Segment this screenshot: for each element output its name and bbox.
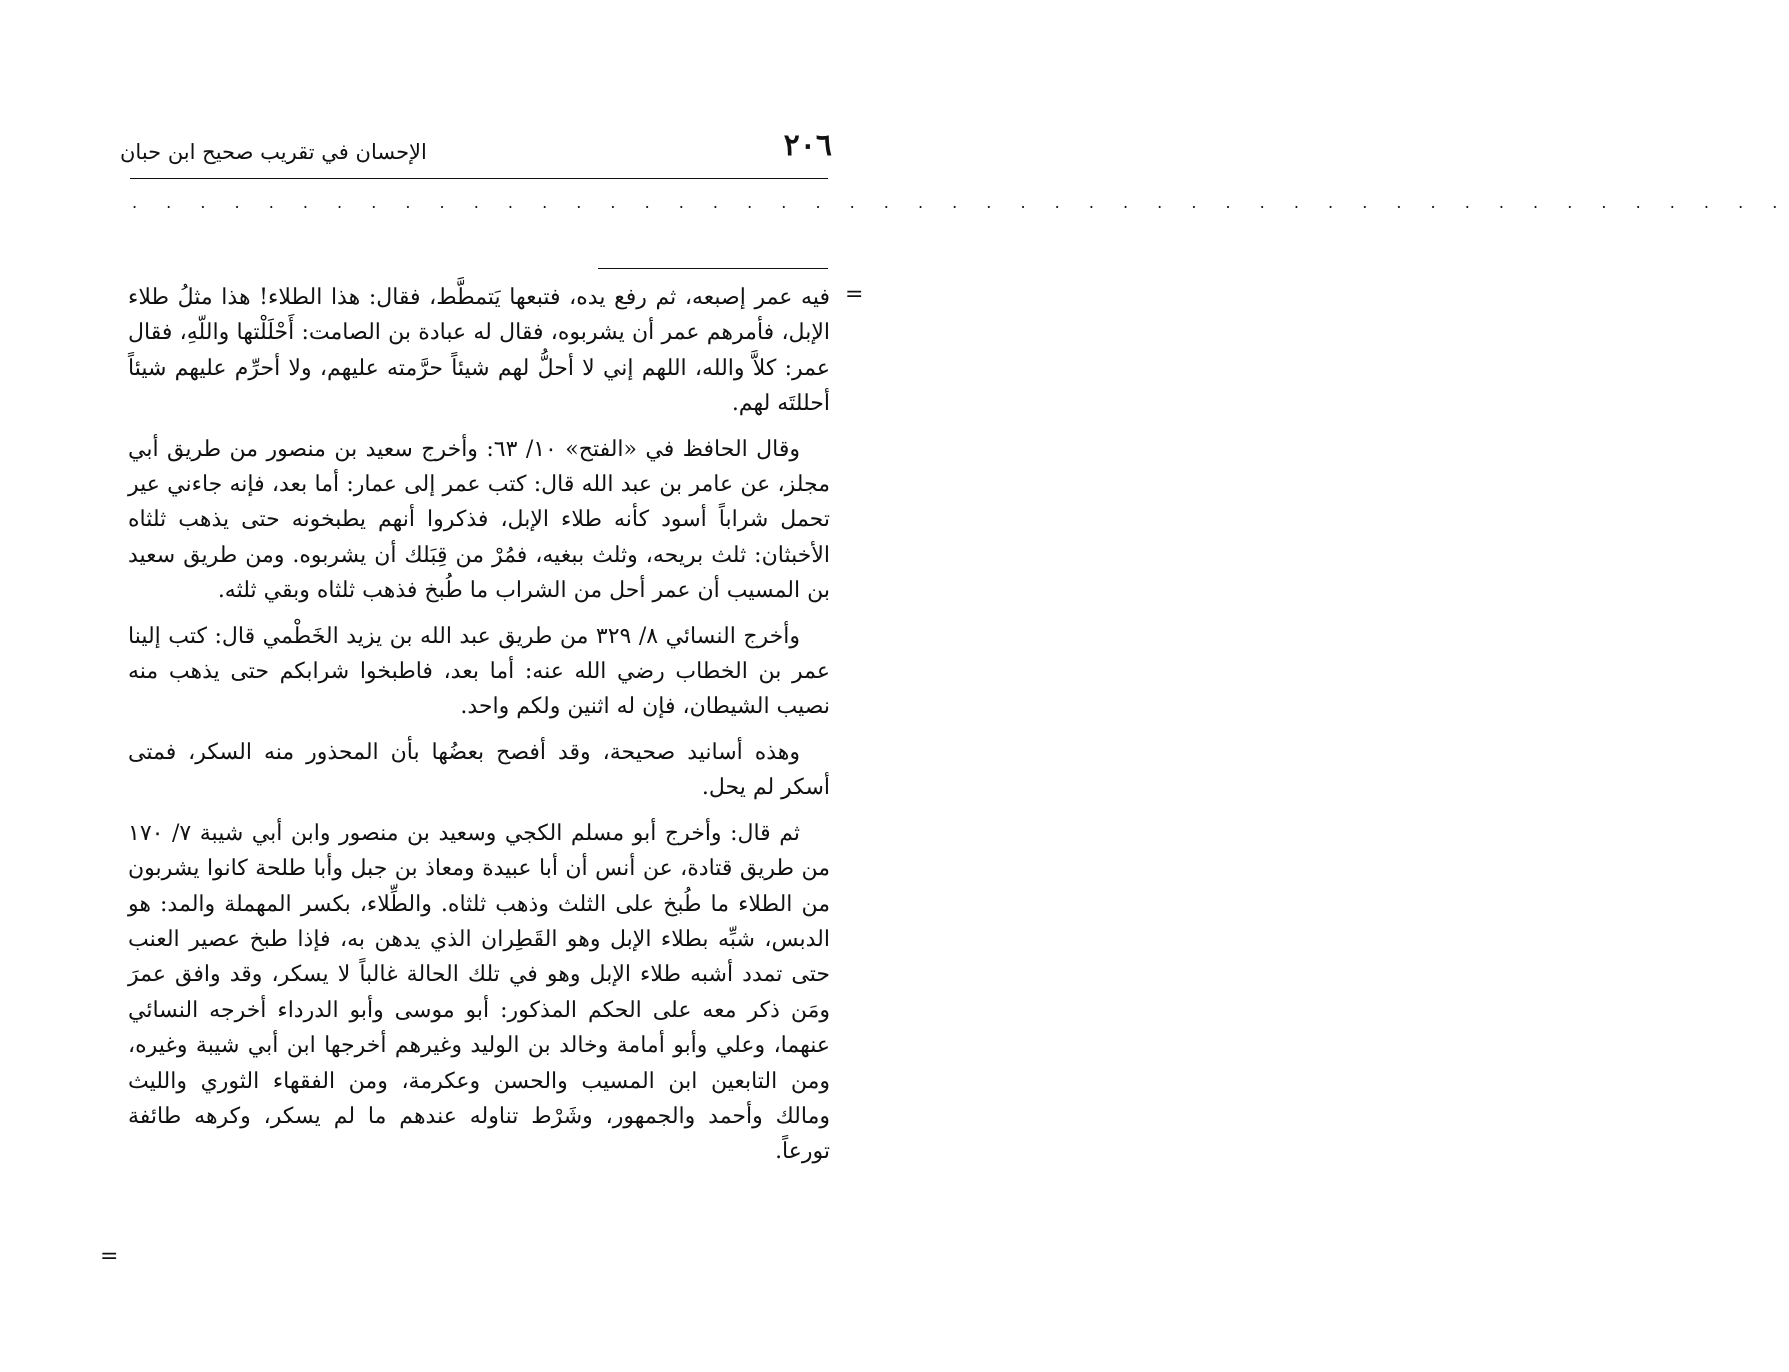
- paragraph-3: وأخرج النسائي ٨/ ٣٢٩ من طريق عبد الله بن يزيد الخَطْمي قال: كتب إلينا عمر بن الخطاب رضي الله عنه: أما بعد، فاطبخوا شرابكم حتى يذهب منه نصيب الشيطان، فإن له اثنين ولكم واحد.: [128, 623, 830, 720]
- paragraph-1: فيه عمر إصبعه، ثم رفع يده، فتبعها يَتمطَّط، فقال: هذا الطلاء! هذا مثلُ طلاء الإبل، فأمرهم عمر أن يشربوه، فقال له عبادة بن الصامت: أَحْلَلْتها واللّهِ، فقال عمر: كلاَّ والله، اللهم إني لا أحلُّ لهم شيئاً حرَّمته عليهم، ولا أحرِّم عليهم شيئاً أحللتَه لهم.: [128, 285, 831, 417]
- header-divider: [130, 178, 828, 179]
- footnote-text: [128, 280, 830, 1180]
- dotted-separator: . . . . . . . . . . . . . . . . . . . . . . . . . . . . . . . . . . . . . . . . . . . . . . . . .: [132, 193, 1789, 212]
- paragraph-4: وهذه أسانيد صحيحة، وقد أفصح بعضُها بأن المحذور منه السكر، فمتى أسكر لم يحل.: [128, 739, 830, 801]
- continuation-mark-top: =: [845, 282, 864, 307]
- paragraph-5: ثم قال: وأخرج أبو مسلم الكجي وسعيد بن منصور وابن أبي شيبة ٧/ ١٧٠ من طريق قتادة، عن أنس أن أبا عبيدة ومعاذ بن جبل وأبا طلحة كانوا يشربون من الطلاء ما طُبخ على الثلث وذهب ثلثاه. والطِّلاء، بكسر المهملة والمد: هو الدبس، شبِّه بطلاء الإبل وهو القَطِران الذي يدهن به، فإذا طبخ عصير العنب حتى تمدد أشبه طلاء الإبل وهو في تلك الحالة غالباً لا يسكر، وقد وافق عمرَ ومَن ذكر معه على الحكم المذكور: أبو موسى وأبو الدرداء أخرجه النسائي عنهما، وعلي وأبو أمامة وخالد بن الوليد وغيرهم أخرجها ابن أبي شيبة وغيره، ومن التابعين ابن المسيب والحسن وعكرمة، ومن الفقهاء الثوري والليث ومالك وأحمد والجمهور، وشَرْط تناوله عندهم ما لم يسكر، وكرهه طائفة تورعاً.: [128, 820, 830, 1165]
- page-header: [120, 128, 832, 172]
- footnote-divider: [598, 268, 828, 269]
- paragraph-2: وقال الحافظ في «الفتح» ١٠/ ٦٣: وأخرج سعيد بن منصور من طريق أبي مجلز، عن عامر بن عبد الله قال: كتب عمر إلى عمار: أما بعد، فإنه جاءني عير تحمل شراباً أسود كأنه طلاء الإبل، فذكروا أنهم يطبخونه حتى يذهب ثلثاه الأخبثان: ثلث بريحه، وثلث ببغيه، فمُرْ من قِبَلك أن يشربوه. ومن طريق سعيد بن المسيب أن عمر أحل من الشراب ما طُبخ فذهب ثلثاه وبقي ثلثه.: [128, 436, 830, 604]
- running-title: الإحسان في تقريب صحيح ابن حبان: [120, 140, 427, 164]
- continuation-mark-bottom: =: [100, 1244, 119, 1269]
- page-number: ٢٠٦: [783, 128, 832, 163]
